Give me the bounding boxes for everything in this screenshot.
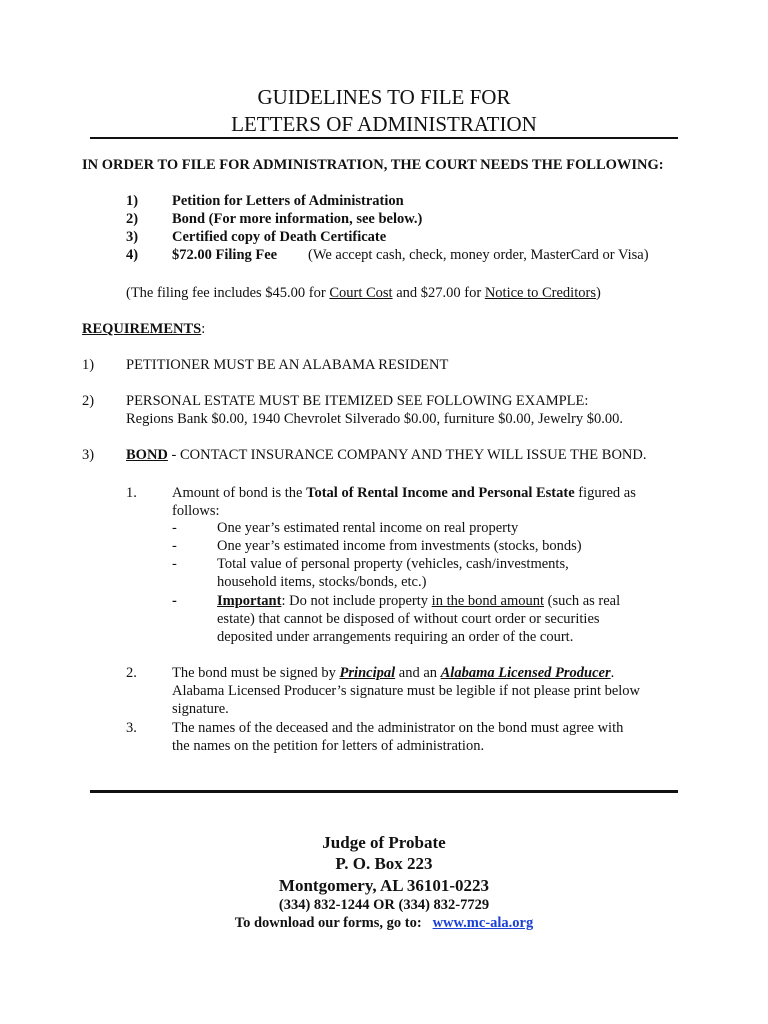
footer-divider xyxy=(90,790,678,793)
dash-bullet: - xyxy=(172,520,177,536)
need-num: 3) xyxy=(126,229,139,245)
bond-item: Amount of bond is the Total of Rental Income and Personal Estate figured as xyxy=(172,485,636,501)
title-line-2: LETTERS OF ADMINISTRATION xyxy=(231,112,537,136)
dash-item: Total value of personal property (vehicles, cash/investments, xyxy=(217,556,569,572)
dash-item-cont: household items, stocks/bonds, etc.) xyxy=(217,574,427,590)
need-num: 2) xyxy=(126,211,139,227)
req-num: 1) xyxy=(82,357,95,373)
need-item: Petition for Letters of Administration xyxy=(172,193,404,209)
req-num: 3) xyxy=(82,447,95,463)
bond-num: 3. xyxy=(126,720,137,736)
footer-download xyxy=(0,914,768,932)
payment-note: (We accept cash, check, money order, MasterCard or Visa) xyxy=(308,247,649,263)
bond-item: The names of the deceased and the administrator on the bond must agree with xyxy=(172,720,624,736)
need-item: $72.00 Filing Fee xyxy=(172,247,278,263)
intro-heading: IN ORDER TO FILE FOR ADMINISTRATION, THE COURT NEEDS THE FOLLOWING: xyxy=(82,157,664,173)
title-line-1: GUIDELINES TO FILE FOR xyxy=(257,85,511,109)
important-note-cont: estate) that cannot be disposed of without court order or securities xyxy=(217,611,600,627)
dash-bullet: - xyxy=(172,593,177,609)
dash-item: One year’s estimated rental income on real property xyxy=(217,520,519,536)
req-item: PERSONAL ESTATE MUST BE ITEMIZED SEE FOLLOWING EXAMPLE: xyxy=(126,393,589,409)
bond-num: 2. xyxy=(126,665,137,681)
title-divider xyxy=(90,137,678,139)
footer-office: Judge of Probate xyxy=(322,833,446,852)
footer-po-box: P. O. Box 223 xyxy=(335,854,433,873)
important-note: Important: Do not include property in the bond amount (such as real xyxy=(217,593,621,609)
website-link[interactable]: www.mc-ala.org xyxy=(432,915,534,931)
download-label: To download our forms, go to: xyxy=(234,915,422,931)
important-note-cont: deposited under arrangements requiring an order of the court. xyxy=(217,629,574,645)
dash-bullet: - xyxy=(172,538,177,554)
need-num: 1) xyxy=(126,193,139,209)
need-item: Certified copy of Death Certificate xyxy=(172,229,387,245)
dash-bullet: - xyxy=(172,556,177,572)
bond-item-cont: the names on the petition for letters of administration. xyxy=(172,738,485,754)
bond-num: 1. xyxy=(126,485,137,501)
bond-item-cont: follows: xyxy=(172,503,220,519)
need-item: Bond (For more information, see below.) xyxy=(172,211,423,227)
footer-city: Montgomery, AL 36101-0223 xyxy=(278,876,490,895)
req-item: PETITIONER MUST BE AN ALABAMA RESIDENT xyxy=(126,357,449,373)
req-num: 2) xyxy=(82,393,95,409)
req-item: BOND - CONTACT INSURANCE COMPANY AND THEY WILL ISSUE THE BOND. xyxy=(126,447,647,463)
bond-item: The bond must be signed by Principal and an Alabama Licensed Producer. xyxy=(172,665,615,681)
dash-item: One year’s estimated income from investments (stocks, bonds) xyxy=(217,538,582,554)
requirements-heading: REQUIREMENTS: xyxy=(82,321,206,337)
fee-note: (The filing fee includes $45.00 for Court Cost and $27.00 for Notice to Creditors) xyxy=(126,285,601,301)
footer-phones: (334) 832-1244 OR (334) 832-7729 xyxy=(278,897,490,913)
bond-item-cont: signature. xyxy=(172,701,229,717)
need-num: 4) xyxy=(126,247,139,263)
bond-item-cont: Alabama Licensed Producer’s signature must be legible if not please print below xyxy=(172,683,641,699)
req-example: Regions Bank $0.00, 1940 Chevrolet Silverado $0.00, furniture $0.00, Jewelry $0.00. xyxy=(126,411,623,427)
